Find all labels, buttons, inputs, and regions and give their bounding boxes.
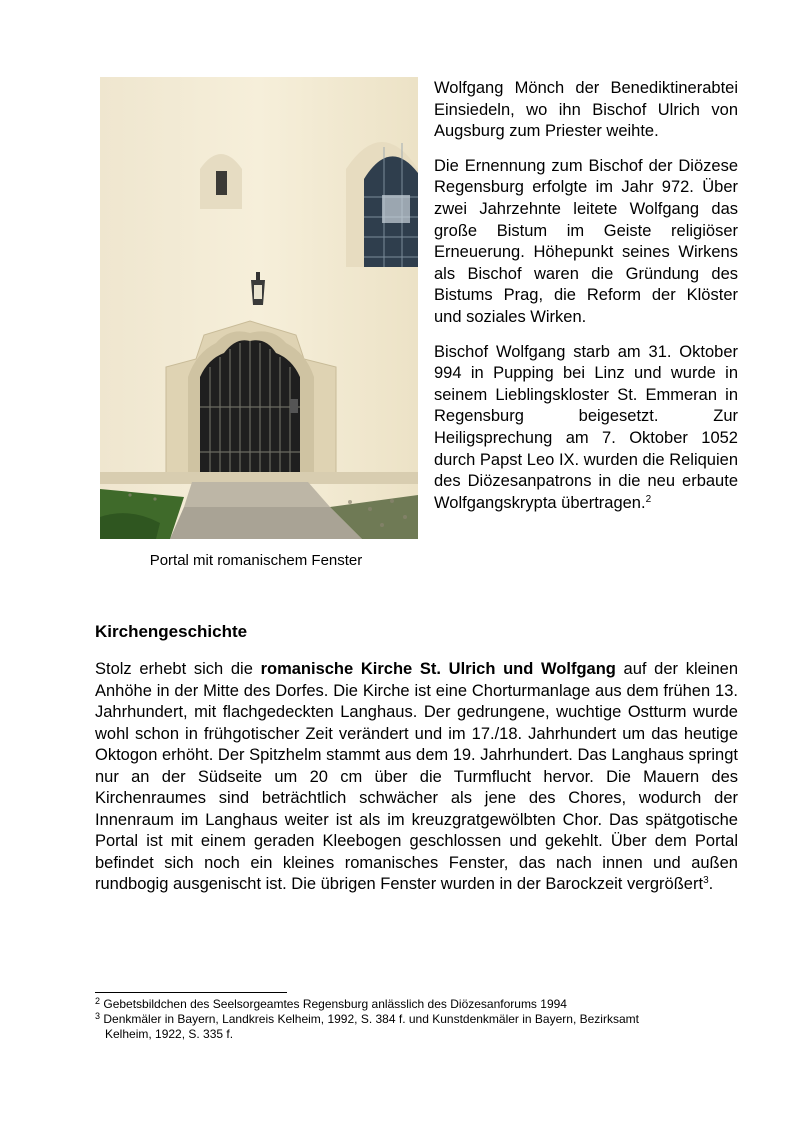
paragraph: Wolfgang Mönch der Benediktinerabtei Einsiedeln, wo ihn Bischof Ulrich von Augsburg zum Priester weihte.	[434, 79, 738, 141]
church-portal-photo	[100, 77, 418, 539]
paragraph-text: Bischof Wolfgang starb am 31. Oktober 994 in Pupping bei Linz und wurde in seinem Lieblingskloster St. Emmeran in Regensburg beigesetzt. Zur Heiligsprechung am 7. Oktober 1052 durch Papst Leo IX. wurden die Reliquien des Diözesanpatrons in die neu erbaute Wolfgangskrypta übertragen.	[434, 342, 738, 512]
paragraph	[434, 342, 738, 515]
body-lead: Stolz erhebt sich die	[95, 660, 261, 678]
footnote-text: Denkmäler in Bayern, Landkreis Kelheim, 1992, S. 384 f. und Kunstdenkmäler in Bayern, Bezirksamt	[103, 1012, 639, 1026]
footnote-text: Gebetsbildchen des Seelsorgeamtes Regensburg anlässlich des Diözesanforums 1994	[103, 997, 567, 1011]
footnote	[95, 997, 738, 1012]
section-heading: Kirchengeschichte	[95, 622, 248, 641]
footnote-number: 3	[95, 1011, 101, 1021]
church-name: romanische Kirche St. Ulrich und Wolfgang	[260, 660, 616, 678]
body-text: auf der kleinen Anhöhe in der Mitte des Dorfes. Die Kirche ist eine Chorturmanlage aus dem frühen 13. Jahrhundert, mit flachgedeckten Langhaus. Der gedrungene, wuchtige Ostturm wurde wohl schon in frühgotischer Zeit verändert und im 17./18. Jahrhundert um das heutige Oktogon erhöht. Der Spitzhelm stammt aus dem 19. Jahrhundert. Das Langhaus springt nur an der Südseite um 20 cm über die Turmflucht hervor. Die Mauern des Kirchenraumes sind beträchtlich schwächer als jene des Chores, wodurch der Innenraum im Langhaus weiter ist als im kreuzgratgewölbten Chor. Das spätgotische Portal ist mit einem geraden Kleebogen geschlossen und gekehlt. Über dem Portal befindet sich noch ein kleines romanisches Fenster, das nach innen und außen rundbogig ausgenischt ist. Die übrigen Fenster wurden in der Barockzeit vergrößert	[95, 660, 738, 893]
footnote-text-continuation: Kelheim, 1922, S. 335 f.	[105, 1027, 234, 1041]
section-body	[95, 659, 738, 896]
footnote-separator	[95, 992, 287, 993]
right-column	[434, 78, 738, 527]
footnote	[95, 1012, 738, 1042]
paragraph: Die Ernennung zum Bischof der Diözese Regensburg erfolgte im Jahr 972. Über zwei Jahrzehnte leitete Wolfgang das große Bistum im Geiste religiöser Erneuerung. Höhepunkt seines Wirkens als Bischof waren die Gründung des Bistums Prag, die Reform der Klöster und soziales Wirken.	[434, 156, 738, 326]
figure-caption: Portal mit romanischem Fenster	[149, 552, 363, 569]
footnote-number: 2	[95, 996, 101, 1006]
footnotes	[95, 997, 738, 1042]
body-end: .	[708, 875, 714, 893]
footnote-ref: 2	[645, 493, 652, 505]
footnote-ref: 3	[703, 875, 709, 886]
